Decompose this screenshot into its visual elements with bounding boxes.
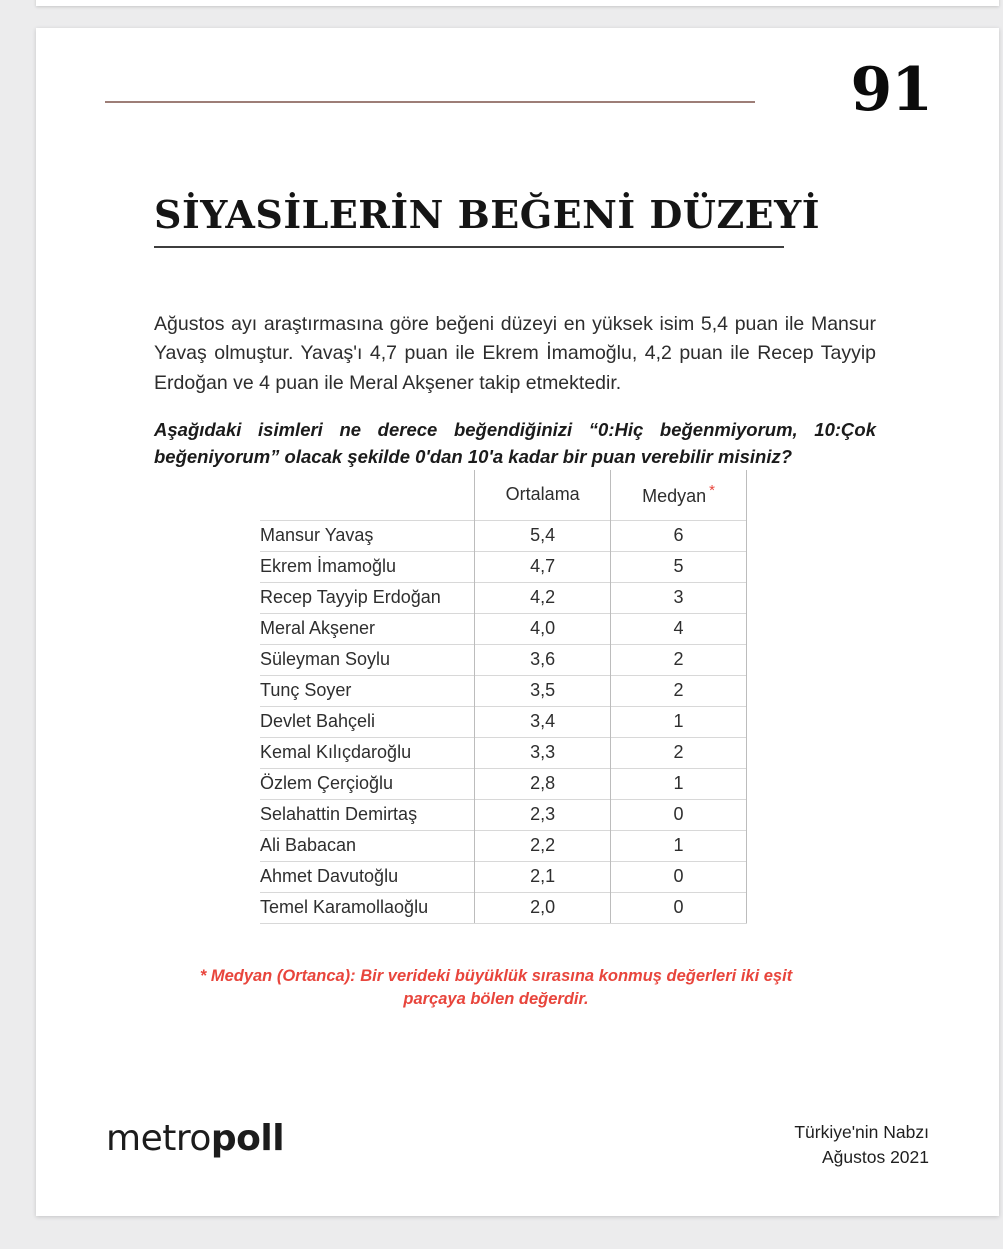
- cell-median: 5: [611, 551, 747, 582]
- cell-median: 2: [611, 675, 747, 706]
- cell-politician-name: Devlet Bahçeli: [260, 706, 475, 737]
- page-footer: [36, 1110, 999, 1180]
- logo-part-bold: poll: [210, 1118, 285, 1159]
- table-row: [260, 799, 747, 830]
- cell-politician-name: Kemal Kılıçdaroğlu: [260, 737, 475, 768]
- cell-average: 2,1: [475, 861, 611, 892]
- table-row: [260, 644, 747, 675]
- table-row: [260, 520, 747, 551]
- cell-politician-name: Recep Tayyip Erdoğan: [260, 582, 475, 613]
- table-row: [260, 737, 747, 768]
- table-head: [260, 470, 747, 520]
- report-page: [36, 28, 999, 1216]
- cell-politician-name: Tunç Soyer: [260, 675, 475, 706]
- cell-average: 2,3: [475, 799, 611, 830]
- table-row: [260, 706, 747, 737]
- cell-median: 4: [611, 613, 747, 644]
- footnote-asterisk-icon: *: [709, 482, 715, 500]
- cell-average: 4,2: [475, 582, 611, 613]
- cell-average: 4,7: [475, 551, 611, 582]
- footer-survey-name: Türkiye'nin Nabzı: [794, 1122, 929, 1142]
- cell-median: 0: [611, 799, 747, 830]
- footnote-text: * Medyan (Ortanca): Bir verideki büyüklük sırasına konmuş değerleri iki eşit parçaya bölen değerdir.: [199, 966, 793, 1009]
- cell-median: 2: [611, 737, 747, 768]
- table-row: [260, 551, 747, 582]
- page-title: SİYASİLERİN BEĞENİ DÜZEYİ: [154, 192, 821, 237]
- cell-average: 2,8: [475, 768, 611, 799]
- column-header-median-label: Medyan: [642, 486, 707, 507]
- column-header-name: [260, 470, 475, 520]
- cell-median: 1: [611, 706, 747, 737]
- page-number: 91: [850, 55, 932, 125]
- results-table-container: [260, 470, 747, 924]
- cell-politician-name: Temel Karamollaoğlu: [260, 892, 475, 923]
- cell-politician-name: Ahmet Davutoğlu: [260, 861, 475, 892]
- table-body: [260, 520, 747, 923]
- table-row: [260, 861, 747, 892]
- cell-politician-name: Özlem Çerçioğlu: [260, 768, 475, 799]
- table-row: [260, 582, 747, 613]
- metropoll-logo: [106, 1118, 284, 1159]
- cell-politician-name: Ekrem İmamoğlu: [260, 551, 475, 582]
- cell-average: 4,0: [475, 613, 611, 644]
- cell-median: 2: [611, 644, 747, 675]
- table-row: [260, 830, 747, 861]
- cell-average: 3,4: [475, 706, 611, 737]
- header-rule: [105, 101, 755, 103]
- survey-question: Aşağıdaki isimleri ne derece beğendiğinizi “0:Hiç beğenmiyorum, 10:Çok beğeniyorum” olacak şekilde 0'dan 10'a kadar bir puan verebilir misiniz?: [154, 418, 876, 468]
- cell-median: 0: [611, 861, 747, 892]
- cell-politician-name: Mansur Yavaş: [260, 520, 475, 551]
- cell-median: 3: [611, 582, 747, 613]
- cell-average: 3,3: [475, 737, 611, 768]
- table-header-row: [260, 470, 747, 520]
- cell-politician-name: Meral Akşener: [260, 613, 475, 644]
- intro-paragraph: Ağustos ayı araştırmasına göre beğeni düzeyi en yüksek isim 5,4 puan ile Mansur Yavaş olmuştur. Yavaş'ı 4,7 puan ile Ekrem İmamoğlu, 4,2 puan ile Recep Tayyip Erdoğan ve 4 puan ile Meral Akşener takip etmektedir.: [154, 312, 876, 394]
- table-row: [260, 768, 747, 799]
- page-header: [36, 28, 999, 148]
- cell-median: 1: [611, 830, 747, 861]
- cell-median: 1: [611, 768, 747, 799]
- cell-politician-name: Selahattin Demirtaş: [260, 799, 475, 830]
- title-block: [154, 193, 884, 248]
- column-header-median: [611, 470, 747, 520]
- title-underline: [154, 246, 784, 248]
- logo-part-light: metro: [106, 1118, 211, 1159]
- cell-median: 0: [611, 892, 747, 923]
- table-row: [260, 613, 747, 644]
- previous-page-edge: [36, 0, 999, 6]
- cell-politician-name: Süleyman Soylu: [260, 644, 475, 675]
- cell-average: 2,2: [475, 830, 611, 861]
- footer-survey-date: Ağustos 2021: [821, 1146, 929, 1167]
- cell-average: 5,4: [475, 520, 611, 551]
- footer-meta: [794, 1120, 929, 1170]
- column-header-average: Ortalama: [475, 470, 611, 520]
- cell-average: 3,6: [475, 644, 611, 675]
- cell-average: 2,0: [475, 892, 611, 923]
- table-row: [260, 675, 747, 706]
- cell-politician-name: Ali Babacan: [260, 830, 475, 861]
- table-row: [260, 892, 747, 923]
- cell-average: 3,5: [475, 675, 611, 706]
- results-table: [260, 470, 747, 924]
- cell-median: 6: [611, 520, 747, 551]
